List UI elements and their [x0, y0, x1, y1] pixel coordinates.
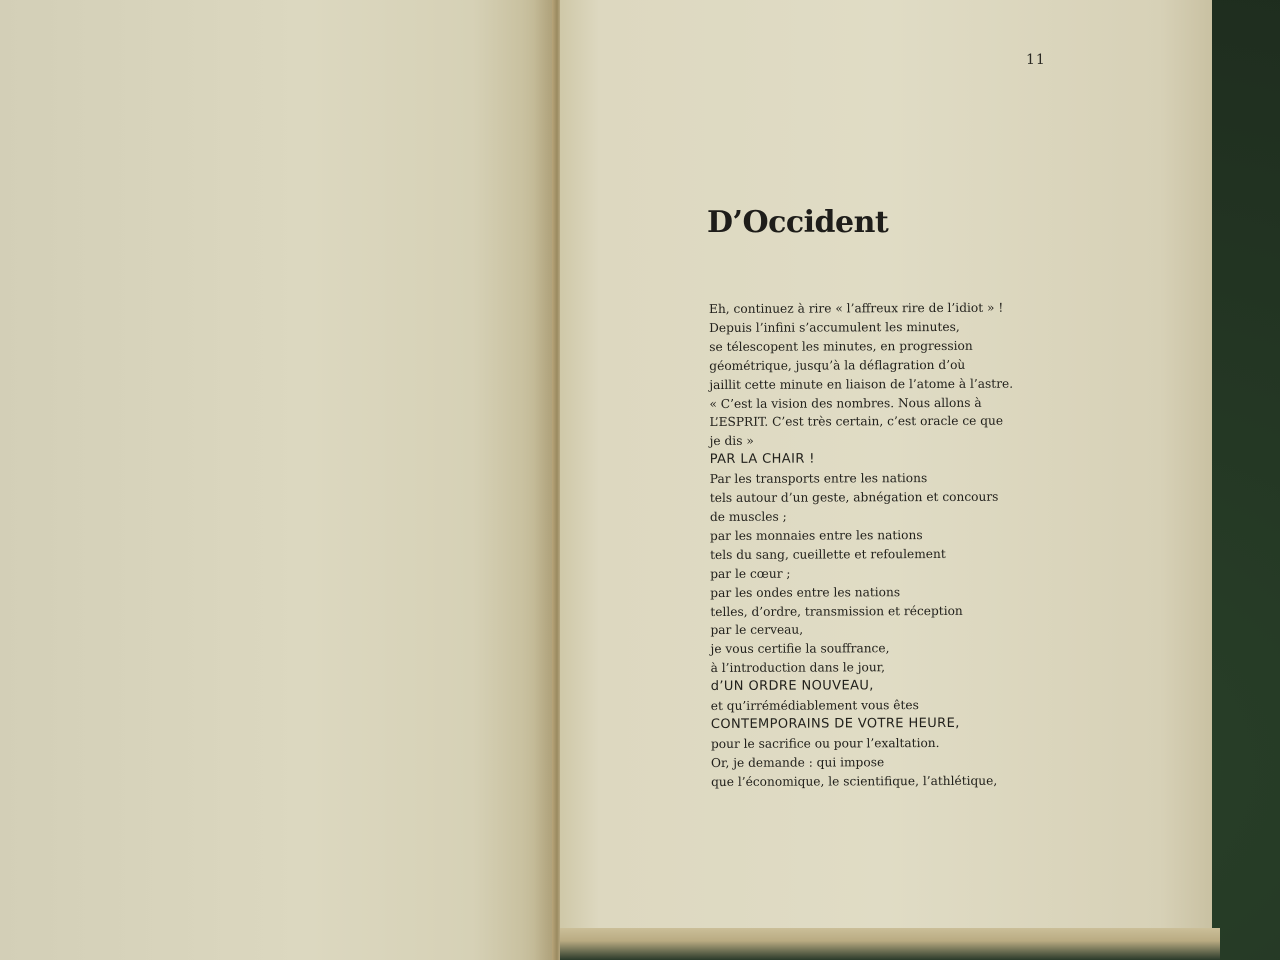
page-edges: [560, 928, 1220, 960]
left-page-blank: [0, 0, 556, 960]
poem-line: à l’introduction dans le jour,: [710, 660, 886, 676]
poem-line: je dis »: [709, 434, 754, 449]
poem-line: Eh, continuez à rire « l’affreux rire de l’idiot » !: [709, 300, 1004, 316]
poem-line: « C’est la vision des nombres. Nous allons à: [709, 395, 982, 411]
poem-line: par les ondes entre les nations: [710, 584, 901, 600]
poem-line: tels du sang, cueillette et refoulement: [710, 546, 946, 562]
poem-line: se télescopent les minutes, en progression: [709, 338, 973, 354]
poem-line: d’UN ORDRE NOUVEAU,: [710, 678, 874, 695]
page-number: 11: [1026, 52, 1046, 68]
poem-title: D’Occident: [707, 205, 889, 240]
poem-line: par le cerveau,: [710, 622, 804, 638]
poem-line: L’ESPRIT. C’est très certain, c’est oracle ce que: [709, 414, 1004, 430]
poem-line: je vous certifie la souffrance,: [710, 641, 890, 657]
poem-line: par les monnaies entre les nations: [709, 527, 923, 543]
poem-line: Depuis l’infini s’accumulent les minutes,: [709, 319, 960, 335]
poem-line: que l’économique, le scientifique, l’athlétique,: [711, 773, 998, 789]
poem-line: Par les transports entre les nations: [709, 471, 928, 487]
poem-text: [709, 298, 1071, 791]
poem-line: Or, je demande : qui impose: [710, 754, 885, 770]
poem-line: CONTEMPORAINS DE VOTRE HEURE,: [710, 715, 960, 732]
poem-line: par le cœur ;: [710, 566, 791, 581]
poem-line: de muscles ;: [709, 509, 787, 524]
poem-line: telles, d’ordre, transmission et réception: [710, 603, 963, 619]
poem-line: géométrique, jusqu’à la déflagration d’où: [709, 357, 966, 373]
poem-line: et qu’irrémédiablement vous êtes: [710, 698, 919, 714]
poem-line: jaillit cette minute en liaison de l’atome à l’astre.: [709, 376, 1014, 392]
poem-line: PAR LA CHAIR !: [709, 451, 815, 468]
poem-line: pour le sacrifice ou pour l’exaltation.: [710, 735, 940, 751]
poem-line: tels autour d’un geste, abnégation et concours: [709, 489, 999, 506]
